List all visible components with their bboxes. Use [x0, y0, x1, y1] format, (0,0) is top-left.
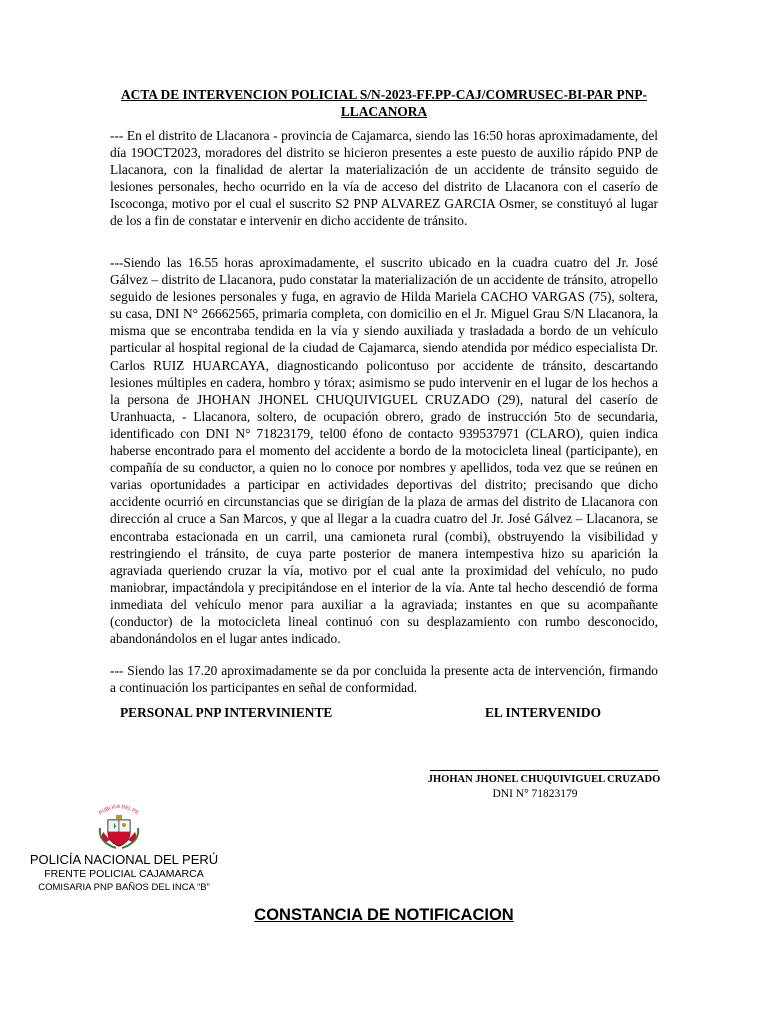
paragraph-details: ---Siendo las 16.55 horas aproximadamente, el suscrito ubicado en la cuadra cuatro del Jr. José Gálvez – distrito de Llacanora, pudo constatar la materialización de un accidente de tránsito, atropello seguido de lesiones personales y fuga, en agravio de Hilda Mariela CACHO VARGAS (75), soltera, su casa, DNI N° 26662565, primaria completa, con domicilio en el Jr. Miguel Grau S/N Llacanora, la misma que se encontraba tendida en la vía y siendo auxiliada y trasladada a bordo de un vehículo particular al hospital regional de la ciudad de Cajamarca, siendo atendida por médico especialista Dr. Carlos RUIZ HUARCAYA, diagnosticando policontuso por accidente de tránsito, descartando lesiones múltiples en cadera, hombro y tórax; asimismo se pudo intervenir en el lugar de los hechos a la persona de JHOHAN JHONEL CHUQUIVIGUEL CRUZADO (29), natural del caserío de Uranhuacta, - Llacanora, soltero, de ocupación obrero, grado de instrucción 5to de secundaria, identificado con DNI N° 71823179, tel00 éfono de contacto 939537971 (CLARO), quien indica haberse encontrado para el momento del accidente a bordo de la motocicleta lineal (participante), en compañía de su conductor, a quien no lo conoce por nombres y apellidos, toda vez que se reúnen en varias oportunidades a participar en actividades deportivas del distrito; precisando que dicho accidente ocurrió en circunstancias que se dirigían de la plaza de armas del distrito de Llacanora con dirección al cruce a San Marcos, y que al llegar a la cuadra cuatro del Jr. José Gálvez – Llacanora, se encontraba estacionada en un carril, una camioneta rural (combi), obstruyendo la visibilidad y restringiendo el tránsito, de cuya parte posterior de manera intempestiva hizo su aparición la agraviada queriendo cruzar la vía, motivo por el cual ante la proximidad del vehículo, no pudo maniobrar, impactándola y precipitándose en el interior de la vía. Ante tal hecho descendió de forma inmediata del vehículo menor para auxiliar a la agraviada; instantes en que su acompañante (conductor) de la motocicleta lineal continuó con su desplazamiento con rumbo desconocido, abandonándolos en el lugar antes indicado.: [110, 255, 658, 647]
emblem-caption: [94, 802, 144, 816]
notification-title: CONSTANCIA DE NOTIFICACION: [254, 906, 514, 924]
paragraph-intro: --- En el distrito de Llacanora - provincia de Cajamarca, siendo las 16:50 horas aproximadamente, del día 19OCT2023, moradores del distrito se hicieron presentes a este puesto de auxilio rápido PNP de Llacanora, con la finalidad de alertar la materialización de un accidente de tránsito seguido de lesiones personales, hecho ocurrido en la vía de acceso del distrito de Llacanora con el caserío de Iscoconga, motivo por el cual el suscrito S2 PNP ALVAREZ GARCIA Osmer, se constituyó al lugar de los a fin de constatar e intervenir en dicho accidente de tránsito.: [110, 128, 658, 229]
emblem-caption-text: PÚBLICA DEL PE: [98, 803, 140, 816]
institution-station: COMISARIA PNP BAÑOS DEL INCA “B”: [38, 882, 210, 893]
paragraph-closing: --- Siendo las 17.20 aproximadamente se da por concluida la presente acta de intervención, firmando a continuación los participantes en señal de conformidad.: [110, 663, 658, 696]
institution-name: POLICÍA NACIONAL DEL PERÚ: [29, 852, 219, 867]
signature-heading-intervened: EL INTERVENIDO: [485, 705, 601, 720]
signer-name: JHOHAN JHONEL CHUQUIVIGUEL CRUZADO: [427, 774, 661, 785]
signer-dni: DNI N° 71823179: [492, 788, 578, 800]
act-title: ACTA DE INTERVENCION POLICIAL S/N-2023-FF.PP-CAJ/COMRUSEC-BI-PAR PNP-LLACANORA: [121, 87, 647, 119]
svg-text:REPÚBLICA DEL PERÚ: [94, 802, 140, 816]
signature-heading-pnp: PERSONAL PNP INTERVINIENTE: [120, 705, 333, 720]
institution-unit: FRENTE POLICIAL CAJAMARCA: [44, 868, 204, 880]
signature-line: [430, 770, 658, 771]
